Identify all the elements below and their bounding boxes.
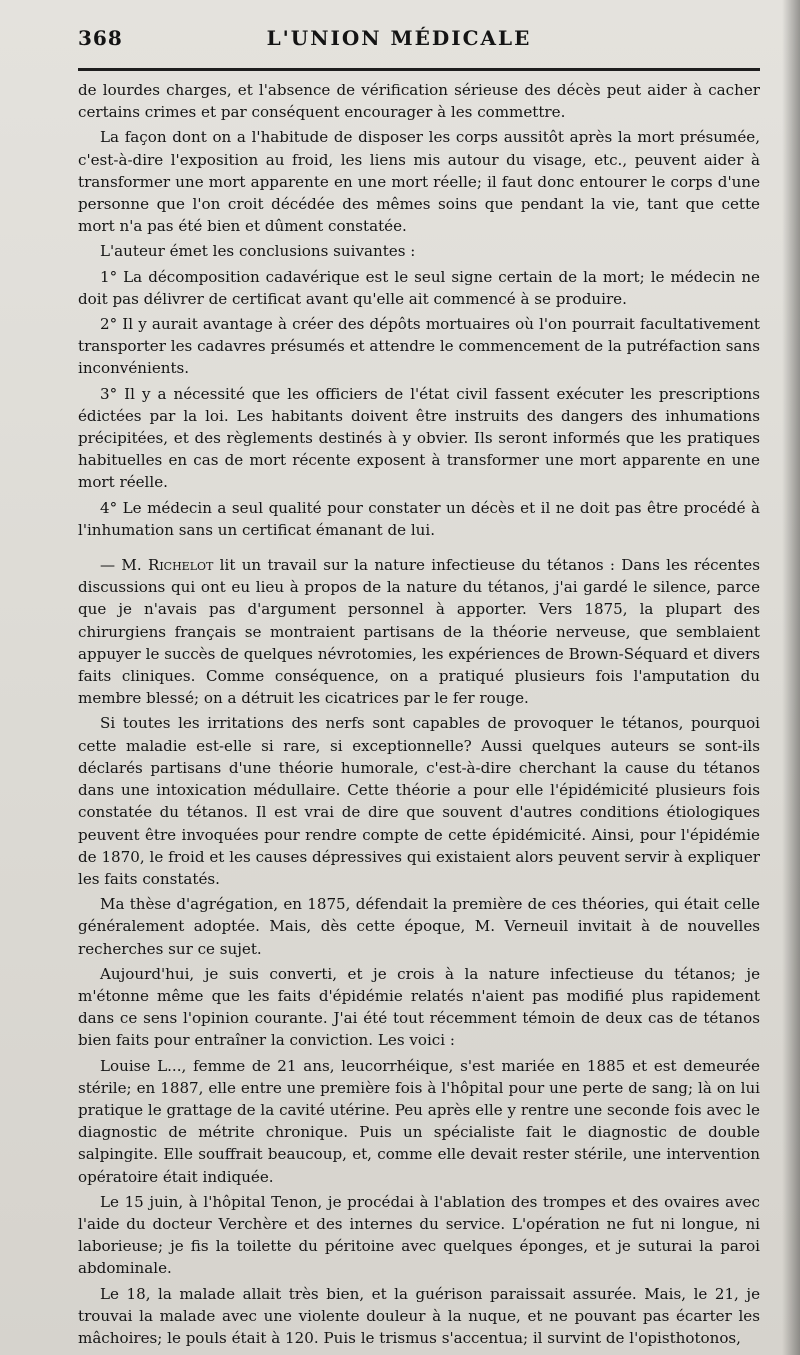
conclusion-item: 3° Il y a nécessité que les officiers de l'état civil fassent exécuter les prescriptions édictées par la loi. Les habitants doivent être instruits des dangers des inhumations précipitées, et des règlements destinés à y obvier. Ils seront informés que les pratiques habituelles en cas de mort récente exposent à transformer une mort apparente en une mort réelle.: [78, 384, 760, 492]
paragraph-continuation: de lourdes charges, et l'absence de vérification sérieuse des décès peut aider à cacher certains crimes et par conséquent encourager à les commettre.: [78, 81, 760, 122]
speaker-name: Richelot: [147, 556, 214, 575]
paragraph: La façon dont on a l'habitude de disposer les corps aussitôt après la mort présumée, c'est-à-dire l'exposition au froid, les liens mis autour du visage, etc., peuvent aider à transformer une mort apparente en une mort réelle; il faut donc entourer le corps d'une personne que l'on croit décédée des mêmes soins que pendant la vie, tant que cette mort n'a pas été bien et dûment constatée.: [78, 128, 760, 236]
paragraph-prefix: — M.: [100, 556, 148, 575]
page-number: 368: [78, 26, 123, 50]
page-header: [78, 18, 760, 58]
paragraph-case: Le 15 juin, à l'hôpital Tenon, je procédai à l'ablation des trompes et des ovaires avec l'aide du docteur Verchère et des internes du service. L'opération ne fut ni longue, ni laborieuse; je fis la toilette du péritoine avec quelques éponges, et je suturai la paroi abdominale.: [78, 1192, 760, 1278]
paragraph: Ma thèse d'agrégation, en 1875, défendait la première de ces théories, qui était celle généralement adoptée. Mais, dès cette époque, M. Verneuil invitait à de nouvelles recherches sur ce sujet.: [78, 895, 760, 958]
paragraph-text: lit un travail sur la nature infectieuse du tétanos : Dans les récentes discussions qui ont eu lieu à propos de la nature du tétanos, j'ai gardé le silence, parce que je n'avais pas d'argument personnel à apporter. Vers 1875, la plupart des chirurgiens français se montraient partisans de la théorie nerveuse, que semblaient appuyer le succès de quelques névrotomies, les expériences de Brown-Séquard et divers faits cliniques. Comme conséquence, on a pratiqué plusieurs fois l'amputation du membre blessé; on a détruit les cicatrices par le fer rouge.: [78, 556, 760, 708]
paragraph: Si toutes les irritations des nerfs sont capables de provoquer le tétanos, pourquoi cette maladie est-elle si rare, si exceptionnelle? Aussi quelques auteurs se sont-ils déclarés partisans d'une théorie humorale, c'est-à-dire cherchant la cause du tétanos dans une intoxication médullaire. Cette théorie a pour elle l'épidémicité plusieurs fois constatée du tétanos. Il est vrai de dire que souvent d'autres conditions étiologiques peuvent être invoquées pour rendre compte de cette épidémicité. Ainsi, pour l'épidémie de 1870, le froid et les causes dépressives qui existaient alors peuvent servir à expliquer les faits constatés.: [78, 714, 760, 888]
paragraph-richelot: [78, 554, 760, 709]
paragraph-case: Louise L..., femme de 21 ans, leucorrhéique, s'est mariée en 1885 et est demeurée stérile; en 1887, elle entre une première fois à l'hôpital pour une perte de sang; là on lui pratique le grattage de la cavité utérine. Peu après elle y rentre une seconde fois avec le diagnostic de métrite chronique. Puis un spécialiste fait le diagnostic de double salpingite. Elle souffrait beaucoup, et, comme elle devait rester stérile, une intervention opératoire était indiquée.: [78, 1056, 760, 1186]
article-body: [78, 79, 760, 1349]
paragraph: Aujourd'hui, je suis converti, et je crois à la nature infectieuse du tétanos; je m'étonne même que les faits d'épidémie relatés n'aient pas modifié plus rapidement dans ce sens l'opinion courante. J'ai été tout récemment témoin de deux cas de tétanos bien faits pour entraîner la conviction. Les voici :: [78, 964, 760, 1050]
header-rule: [78, 68, 760, 71]
conclusion-item: 2° Il y aurait avantage à créer des dépôts mortuaires où l'on pourrait facultativement transporter les cadavres présumés et attendre le commencement de la putréfaction sans inconvénients.: [78, 315, 760, 378]
paragraph-case: Le 18, la malade allait très bien, et la guérison paraissait assurée. Mais, le 21, je trouvai la malade avec une violente douleur à la nuque, et ne pouvant pas écarter les mâchoires; le pouls était à 120. Puis le trismus s'accentua; il survint de l'opisthotonos,: [78, 1284, 760, 1347]
running-title: L'UNION MÉDICALE: [266, 26, 532, 50]
paragraph-conclusions-intro: L'auteur émet les conclusions suivantes :: [100, 242, 416, 261]
section-gap: [78, 544, 760, 554]
conclusion-item: 4° Le médecin a seul qualité pour constater un décès et il ne doit pas être procédé à l'inhumation sans un certificat émanant de lui.: [78, 498, 760, 539]
conclusion-item: 1° La décomposition cadavérique est le seul signe certain de la mort; le médecin ne doit pas délivrer de certificat avant qu'elle ait commencé à se produire.: [78, 267, 760, 308]
